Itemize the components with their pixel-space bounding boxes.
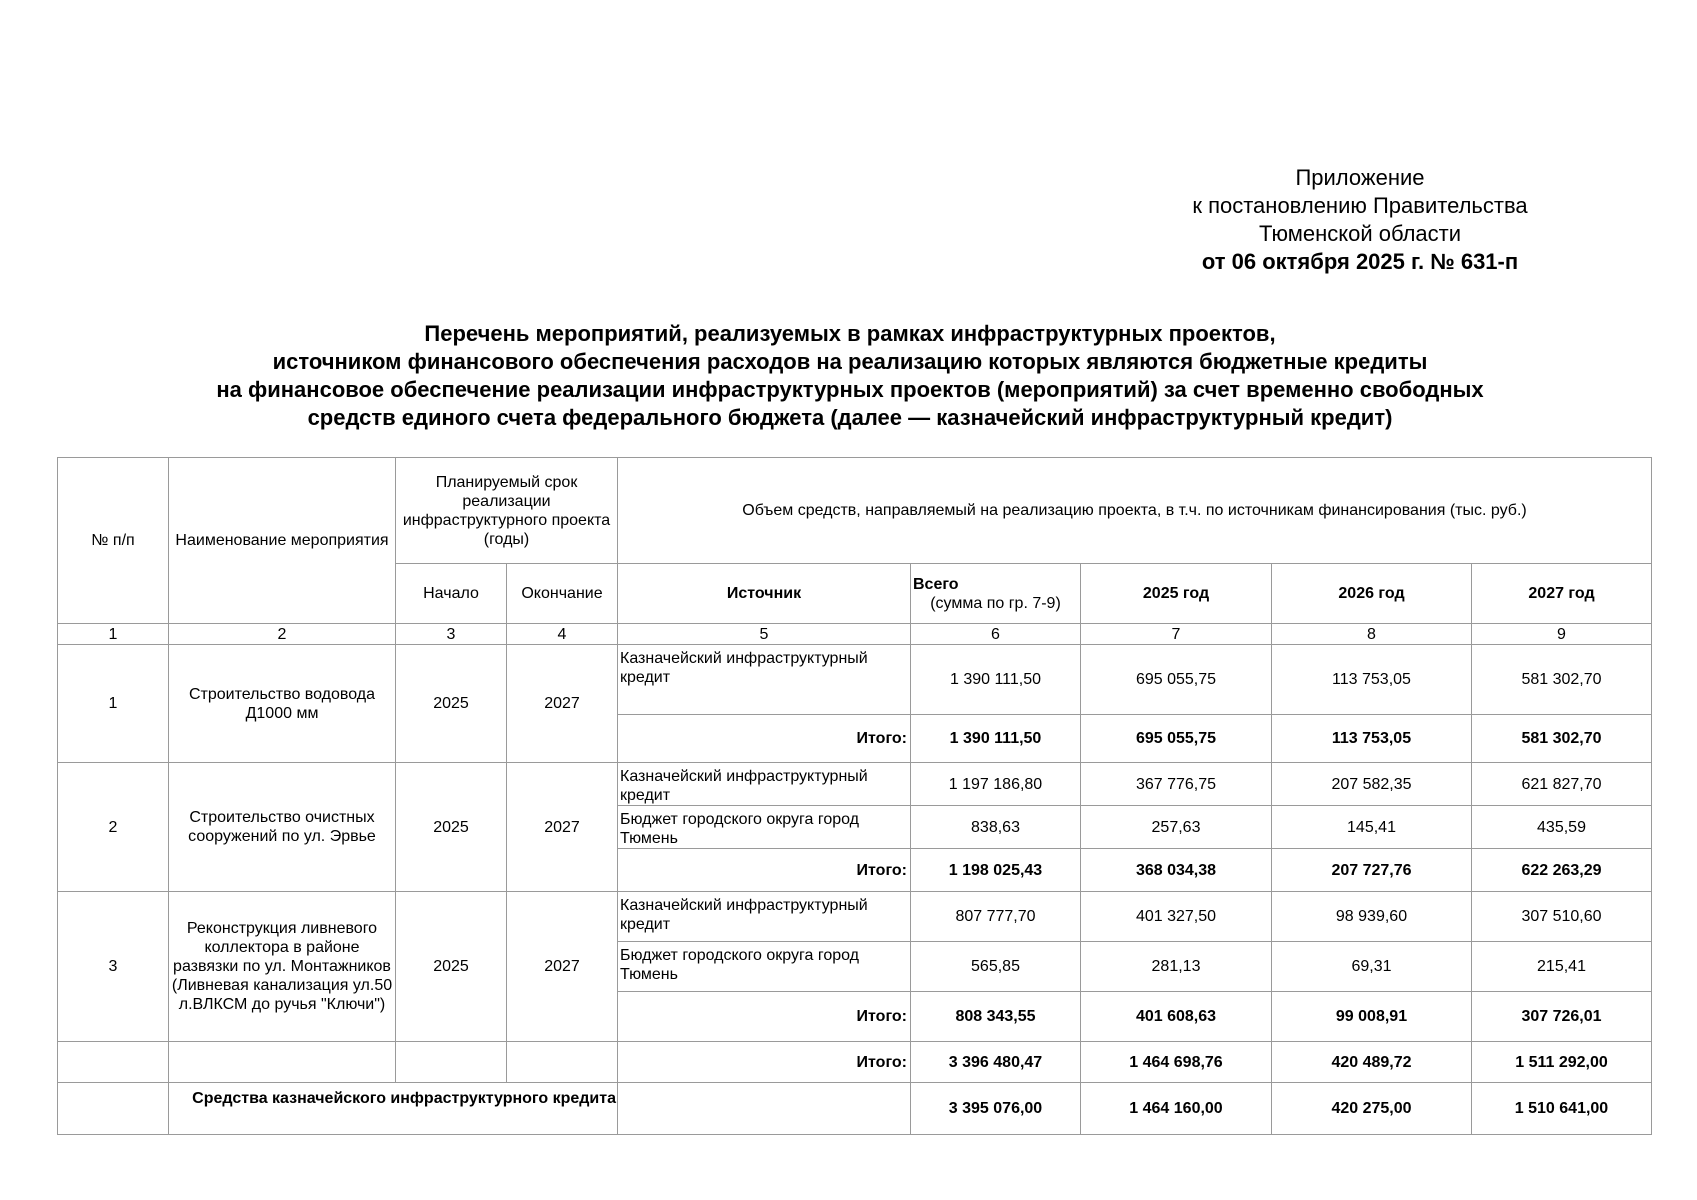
title-line-4: средств единого счета федерального бюджета (далее — казначейский инфраструктурный кредит) bbox=[307, 405, 1393, 430]
header-source: Источник bbox=[618, 564, 911, 624]
empty-cell bbox=[396, 1042, 507, 1083]
project-name: Реконструкция ливневого коллектора в районе развязки по ул. Монтажников (Ливневая канализация ул.50 л.ВЛКСМ до ручья "Ключи") bbox=[169, 892, 396, 1042]
table-row bbox=[58, 892, 1652, 942]
column-number: 3 bbox=[396, 624, 507, 645]
credit-total-label: Средства казначейского инфраструктурного кредита bbox=[169, 1083, 618, 1135]
projects-table bbox=[57, 457, 1652, 1135]
credit-total-row bbox=[58, 1083, 1652, 1135]
source-cell: Бюджет городского округа город Тюмень bbox=[618, 806, 911, 849]
itogo-2026: 99 008,91 bbox=[1272, 992, 1472, 1042]
itogo-2027: 581 302,70 bbox=[1472, 715, 1652, 763]
value-2027: 215,41 bbox=[1472, 942, 1652, 992]
header-2026: 2026 год bbox=[1272, 564, 1472, 624]
source-cell: Бюджет городского округа город Тюмень bbox=[618, 942, 911, 992]
approval-line-3: Тюменской области bbox=[1258, 221, 1462, 246]
project-start: 2025 bbox=[396, 763, 507, 892]
project-num: 2 bbox=[58, 763, 169, 892]
project-name: Строительство очистных сооружений по ул. Эрвье bbox=[169, 763, 396, 892]
header-total-sub: (сумма по гр. 7-9) bbox=[930, 594, 1061, 612]
value-2026: 113 753,05 bbox=[1272, 645, 1472, 715]
itogo-2027: 307 726,01 bbox=[1472, 992, 1652, 1042]
credit-total-2026: 420 275,00 bbox=[1272, 1083, 1472, 1135]
grand-total-row bbox=[58, 1042, 1652, 1083]
empty-cell bbox=[58, 1083, 169, 1135]
header-num: № п/п bbox=[58, 458, 169, 624]
project-end: 2027 bbox=[507, 645, 618, 763]
grand-total-2026: 420 489,72 bbox=[1272, 1042, 1472, 1083]
column-number: 1 bbox=[58, 624, 169, 645]
approval-line-1: Приложение bbox=[1295, 165, 1425, 190]
value-total: 1 390 111,50 bbox=[911, 645, 1081, 715]
column-number: 4 bbox=[507, 624, 618, 645]
project-end: 2027 bbox=[507, 763, 618, 892]
project-end: 2027 bbox=[507, 892, 618, 1042]
value-2027: 307 510,60 bbox=[1472, 892, 1652, 942]
table-row bbox=[58, 645, 1652, 715]
credit-total-2025: 1 464 160,00 bbox=[1081, 1083, 1272, 1135]
document-title bbox=[140, 320, 1560, 432]
project-num: 1 bbox=[58, 645, 169, 763]
value-2026: 69,31 bbox=[1272, 942, 1472, 992]
column-numbers-row bbox=[58, 624, 1652, 645]
value-2026: 207 582,35 bbox=[1272, 763, 1472, 806]
project-num: 3 bbox=[58, 892, 169, 1042]
value-2027: 435,59 bbox=[1472, 806, 1652, 849]
grand-total-2025: 1 464 698,76 bbox=[1081, 1042, 1272, 1083]
header-total-title: Всего bbox=[913, 575, 959, 593]
project-start: 2025 bbox=[396, 892, 507, 1042]
header-period: Планируемый срок реализации инфраструктурного проекта (годы) bbox=[396, 458, 618, 564]
value-2025: 257,63 bbox=[1081, 806, 1272, 849]
itogo-total: 1 390 111,50 bbox=[911, 715, 1081, 763]
grand-total-label: Итого: bbox=[618, 1042, 911, 1083]
itogo-total: 1 198 025,43 bbox=[911, 849, 1081, 892]
value-2027: 621 827,70 bbox=[1472, 763, 1652, 806]
column-number: 8 bbox=[1272, 624, 1472, 645]
header-total bbox=[911, 564, 1081, 624]
column-number: 2 bbox=[169, 624, 396, 645]
value-2026: 98 939,60 bbox=[1272, 892, 1472, 942]
table-row bbox=[58, 763, 1652, 806]
grand-total-2027: 1 511 292,00 bbox=[1472, 1042, 1652, 1083]
itogo-2026: 207 727,76 bbox=[1272, 849, 1472, 892]
empty-cell bbox=[618, 1083, 911, 1135]
decree-date-number: от 06 октября 2025 г. № 631-п bbox=[1201, 249, 1519, 274]
itogo-label: Итого: bbox=[618, 849, 911, 892]
column-number: 6 bbox=[911, 624, 1081, 645]
value-total: 838,63 bbox=[911, 806, 1081, 849]
empty-cell bbox=[58, 1042, 169, 1083]
itogo-2025: 695 055,75 bbox=[1081, 715, 1272, 763]
column-number: 5 bbox=[618, 624, 911, 645]
source-cell: Казначейский инфраструктурный кредит bbox=[618, 645, 911, 715]
title-line-1: Перечень мероприятий, реализуемых в рамках инфраструктурных проектов, bbox=[424, 321, 1276, 346]
source-cell: Казначейский инфраструктурный кредит bbox=[618, 763, 911, 806]
header-start: Начало bbox=[396, 564, 507, 624]
value-total: 565,85 bbox=[911, 942, 1081, 992]
value-2025: 281,13 bbox=[1081, 942, 1272, 992]
itogo-label: Итого: bbox=[618, 715, 911, 763]
column-number: 9 bbox=[1472, 624, 1652, 645]
value-2026: 145,41 bbox=[1272, 806, 1472, 849]
empty-cell bbox=[169, 1042, 396, 1083]
value-2025: 367 776,75 bbox=[1081, 763, 1272, 806]
project-name: Строительство водовода Д1000 мм bbox=[169, 645, 396, 763]
itogo-2025: 401 608,63 bbox=[1081, 992, 1272, 1042]
credit-total-total: 3 395 076,00 bbox=[911, 1083, 1081, 1135]
credit-total-2027: 1 510 641,00 bbox=[1472, 1083, 1652, 1135]
header-name: Наименование мероприятия bbox=[169, 458, 396, 624]
itogo-2026: 113 753,05 bbox=[1272, 715, 1472, 763]
itogo-2027: 622 263,29 bbox=[1472, 849, 1652, 892]
title-line-2: источником финансового обеспечения расходов на реализацию которых являются бюджетные кредиты bbox=[272, 349, 1428, 374]
value-2025: 695 055,75 bbox=[1081, 645, 1272, 715]
project-start: 2025 bbox=[396, 645, 507, 763]
itogo-total: 808 343,55 bbox=[911, 992, 1081, 1042]
title-line-3: на финансовое обеспечение реализации инфраструктурных проектов (мероприятий) за счет временно свободных bbox=[216, 377, 1484, 402]
approval-line-2: к постановлению Правительства bbox=[1192, 193, 1528, 218]
value-total: 1 197 186,80 bbox=[911, 763, 1081, 806]
header-end: Окончание bbox=[507, 564, 618, 624]
value-2027: 581 302,70 bbox=[1472, 645, 1652, 715]
value-2025: 401 327,50 bbox=[1081, 892, 1272, 942]
header-2025: 2025 год bbox=[1081, 564, 1272, 624]
itogo-label: Итого: bbox=[618, 992, 911, 1042]
value-total: 807 777,70 bbox=[911, 892, 1081, 942]
approval-block bbox=[1150, 164, 1570, 276]
grand-total-total: 3 396 480,47 bbox=[911, 1042, 1081, 1083]
header-volume: Объем средств, направляемый на реализацию проекта, в т.ч. по источникам финансирования (тыс. руб.) bbox=[618, 458, 1652, 564]
itogo-2025: 368 034,38 bbox=[1081, 849, 1272, 892]
source-cell: Казначейский инфраструктурный кредит bbox=[618, 892, 911, 942]
empty-cell bbox=[507, 1042, 618, 1083]
header-2027: 2027 год bbox=[1472, 564, 1652, 624]
column-number: 7 bbox=[1081, 624, 1272, 645]
